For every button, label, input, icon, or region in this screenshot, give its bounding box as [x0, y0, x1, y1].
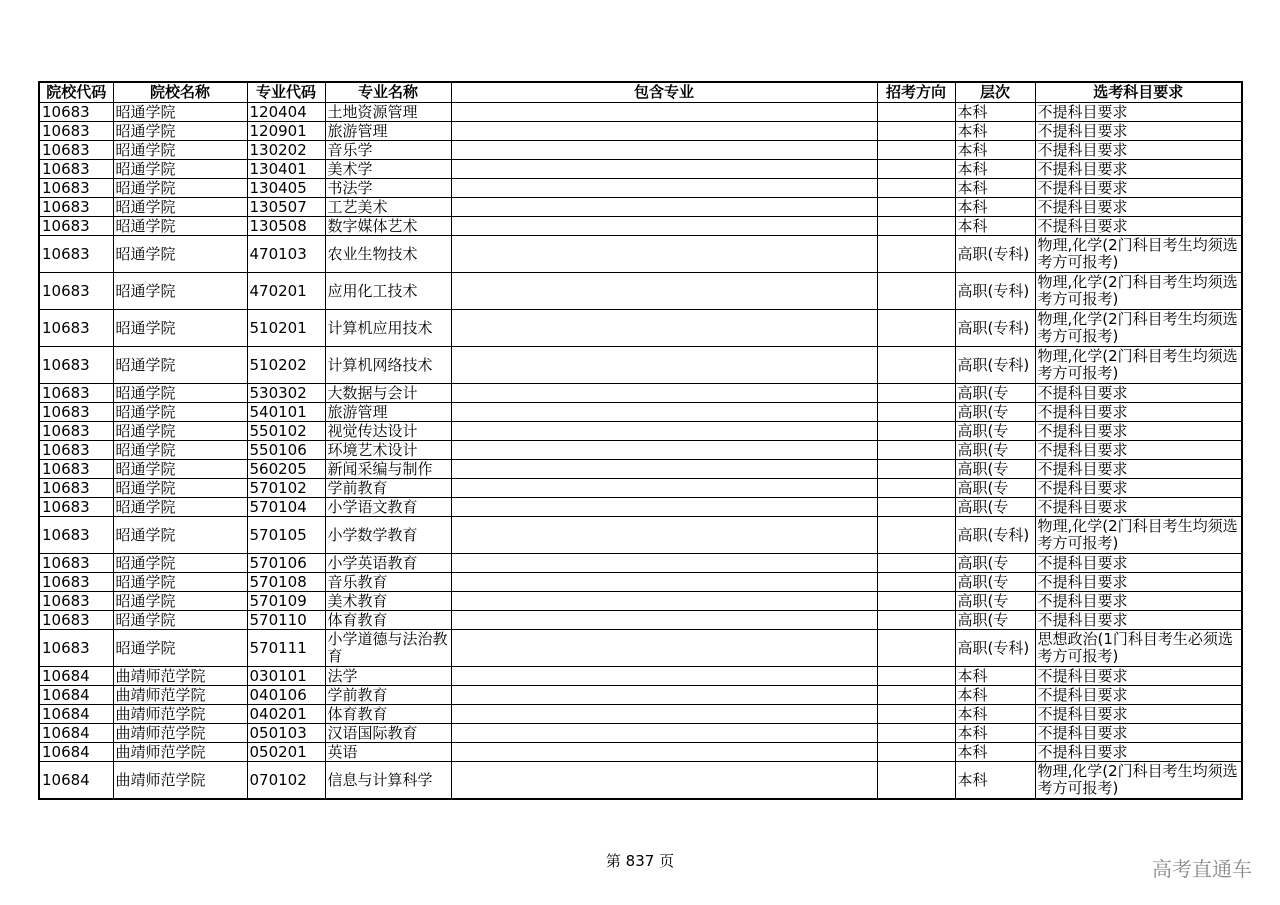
cell-major-code: 070102	[247, 762, 325, 800]
cell-direction	[877, 762, 955, 800]
cell-major-name: 计算机应用技术	[325, 310, 451, 347]
cell-subject-requirement: 不提科目要求	[1035, 554, 1242, 573]
cell-subject-requirement: 不提科目要求	[1035, 403, 1242, 422]
cell-level: 高职(专	[955, 611, 1035, 630]
table-row	[39, 441, 1242, 460]
cell-major-name: 体育教育	[325, 611, 451, 630]
cell-major-code: 570104	[247, 498, 325, 517]
cell-school-name: 昭通学院	[113, 198, 247, 217]
cell-included-majors	[451, 441, 877, 460]
cell-school-name: 昭通学院	[113, 422, 247, 441]
cell-subject-requirement: 不提科目要求	[1035, 141, 1242, 160]
cell-school-name: 昭通学院	[113, 517, 247, 554]
cell-direction	[877, 179, 955, 198]
cell-direction	[877, 384, 955, 403]
cell-subject-requirement: 不提科目要求	[1035, 422, 1242, 441]
cell-major-code: 530302	[247, 384, 325, 403]
cell-level: 本科	[955, 743, 1035, 762]
table-row	[39, 554, 1242, 573]
cell-included-majors	[451, 273, 877, 310]
cell-level: 高职(专科)	[955, 630, 1035, 667]
cell-level: 本科	[955, 141, 1035, 160]
cell-school-code: 10683	[39, 611, 113, 630]
cell-major-name: 小学语文教育	[325, 498, 451, 517]
cell-direction	[877, 479, 955, 498]
cell-direction	[877, 743, 955, 762]
cell-subject-requirement: 不提科目要求	[1035, 479, 1242, 498]
header-included-majors: 包含专业	[451, 82, 877, 103]
cell-included-majors	[451, 592, 877, 611]
cell-major-code: 550102	[247, 422, 325, 441]
cell-direction	[877, 517, 955, 554]
header-major-code: 专业代码	[247, 82, 325, 103]
cell-school-name: 昭通学院	[113, 479, 247, 498]
cell-school-name: 曲靖师范学院	[113, 667, 247, 686]
cell-direction	[877, 573, 955, 592]
header-row	[39, 82, 1242, 103]
table-row	[39, 310, 1242, 347]
cell-school-code: 10683	[39, 179, 113, 198]
cell-direction	[877, 667, 955, 686]
header-subject-requirement: 选考科目要求	[1035, 82, 1242, 103]
cell-major-code: 560205	[247, 460, 325, 479]
cell-major-name: 小学数学教育	[325, 517, 451, 554]
cell-major-name: 新闻采编与制作	[325, 460, 451, 479]
table-row	[39, 236, 1242, 273]
cell-level: 本科	[955, 103, 1035, 122]
cell-included-majors	[451, 422, 877, 441]
cell-school-code: 10684	[39, 724, 113, 743]
cell-included-majors	[451, 217, 877, 236]
cell-school-code: 10684	[39, 743, 113, 762]
cell-direction	[877, 141, 955, 160]
cell-major-code: 040106	[247, 686, 325, 705]
table-row	[39, 705, 1242, 724]
cell-major-code: 130508	[247, 217, 325, 236]
cell-level: 高职(专	[955, 460, 1035, 479]
cell-subject-requirement: 不提科目要求	[1035, 441, 1242, 460]
table-row	[39, 103, 1242, 122]
cell-direction	[877, 422, 955, 441]
cell-level: 本科	[955, 217, 1035, 236]
cell-school-code: 10683	[39, 273, 113, 310]
cell-subject-requirement: 不提科目要求	[1035, 611, 1242, 630]
cell-major-code: 470103	[247, 236, 325, 273]
cell-school-name: 昭通学院	[113, 573, 247, 592]
cell-school-code: 10683	[39, 498, 113, 517]
cell-included-majors	[451, 198, 877, 217]
header-direction: 招考方向	[877, 82, 955, 103]
cell-level: 本科	[955, 686, 1035, 705]
cell-major-name: 美术教育	[325, 592, 451, 611]
cell-level: 本科	[955, 705, 1035, 724]
watermark: 高考直通车	[1152, 857, 1252, 881]
cell-major-code: 570109	[247, 592, 325, 611]
cell-direction	[877, 630, 955, 667]
cell-school-code: 10683	[39, 403, 113, 422]
cell-level: 本科	[955, 724, 1035, 743]
table-row	[39, 479, 1242, 498]
cell-school-code: 10683	[39, 554, 113, 573]
cell-level: 高职(专	[955, 384, 1035, 403]
table-row	[39, 460, 1242, 479]
cell-school-code: 10683	[39, 160, 113, 179]
table-row	[39, 347, 1242, 384]
cell-school-code: 10683	[39, 347, 113, 384]
cell-school-name: 昭通学院	[113, 103, 247, 122]
cell-included-majors	[451, 141, 877, 160]
cell-major-code: 050103	[247, 724, 325, 743]
cell-major-name: 旅游管理	[325, 403, 451, 422]
cell-major-code: 130507	[247, 198, 325, 217]
cell-school-code: 10683	[39, 103, 113, 122]
cell-subject-requirement: 不提科目要求	[1035, 498, 1242, 517]
cell-subject-requirement: 不提科目要求	[1035, 686, 1242, 705]
cell-subject-requirement: 物理,化学(2门科目考生均须选考方可报考)	[1035, 517, 1242, 554]
cell-subject-requirement: 不提科目要求	[1035, 122, 1242, 141]
cell-included-majors	[451, 160, 877, 179]
cell-subject-requirement: 不提科目要求	[1035, 573, 1242, 592]
cell-school-name: 昭通学院	[113, 347, 247, 384]
cell-major-name: 农业生物技术	[325, 236, 451, 273]
cell-included-majors	[451, 705, 877, 724]
cell-included-majors	[451, 479, 877, 498]
table-row	[39, 667, 1242, 686]
cell-school-name: 曲靖师范学院	[113, 705, 247, 724]
cell-included-majors	[451, 347, 877, 384]
cell-major-name: 计算机网络技术	[325, 347, 451, 384]
cell-direction	[877, 705, 955, 724]
cell-school-code: 10683	[39, 141, 113, 160]
cell-school-name: 昭通学院	[113, 554, 247, 573]
cell-subject-requirement: 不提科目要求	[1035, 160, 1242, 179]
cell-level: 本科	[955, 667, 1035, 686]
cell-direction	[877, 122, 955, 141]
cell-major-code: 470201	[247, 273, 325, 310]
cell-major-code: 130401	[247, 160, 325, 179]
cell-school-name: 昭通学院	[113, 441, 247, 460]
cell-level: 高职(专	[955, 403, 1035, 422]
cell-included-majors	[451, 762, 877, 800]
cell-included-majors	[451, 573, 877, 592]
cell-level: 高职(专科)	[955, 236, 1035, 273]
cell-subject-requirement: 不提科目要求	[1035, 592, 1242, 611]
cell-direction	[877, 198, 955, 217]
cell-school-code: 10683	[39, 217, 113, 236]
cell-school-name: 昭通学院	[113, 403, 247, 422]
cell-subject-requirement: 物理,化学(2门科目考生均须选考方可报考)	[1035, 762, 1242, 800]
cell-major-code: 120901	[247, 122, 325, 141]
cell-major-name: 大数据与会计	[325, 384, 451, 403]
cell-major-code: 570110	[247, 611, 325, 630]
cell-school-code: 10683	[39, 122, 113, 141]
cell-school-code: 10683	[39, 384, 113, 403]
cell-major-name: 音乐学	[325, 141, 451, 160]
cell-school-code: 10684	[39, 705, 113, 724]
cell-school-name: 昭通学院	[113, 273, 247, 310]
cell-level: 本科	[955, 160, 1035, 179]
table-row	[39, 743, 1242, 762]
cell-school-code: 10683	[39, 441, 113, 460]
cell-included-majors	[451, 403, 877, 422]
cell-major-code: 510201	[247, 310, 325, 347]
cell-major-name: 工艺美术	[325, 198, 451, 217]
cell-school-code: 10683	[39, 479, 113, 498]
table-row	[39, 611, 1242, 630]
cell-major-code: 130202	[247, 141, 325, 160]
cell-major-name: 应用化工技术	[325, 273, 451, 310]
cell-direction	[877, 460, 955, 479]
table-row	[39, 160, 1242, 179]
cell-level: 高职(专科)	[955, 310, 1035, 347]
cell-included-majors	[451, 179, 877, 198]
cell-included-majors	[451, 667, 877, 686]
cell-school-code: 10684	[39, 762, 113, 800]
cell-level: 本科	[955, 179, 1035, 198]
cell-school-name: 昭通学院	[113, 122, 247, 141]
table-row	[39, 422, 1242, 441]
cell-included-majors	[451, 554, 877, 573]
cell-direction	[877, 611, 955, 630]
cell-major-name: 视觉传达设计	[325, 422, 451, 441]
cell-school-name: 昭通学院	[113, 592, 247, 611]
cell-school-name: 昭通学院	[113, 141, 247, 160]
cell-school-name: 昭通学院	[113, 217, 247, 236]
cell-subject-requirement: 物理,化学(2门科目考生均须选考方可报考)	[1035, 236, 1242, 273]
cell-major-name: 学前教育	[325, 686, 451, 705]
cell-major-name: 美术学	[325, 160, 451, 179]
cell-direction	[877, 217, 955, 236]
cell-subject-requirement: 不提科目要求	[1035, 724, 1242, 743]
table-row	[39, 141, 1242, 160]
cell-direction	[877, 498, 955, 517]
table-row	[39, 573, 1242, 592]
cell-level: 高职(专	[955, 498, 1035, 517]
cell-school-name: 昭通学院	[113, 310, 247, 347]
cell-major-code: 570105	[247, 517, 325, 554]
cell-major-name: 学前教育	[325, 479, 451, 498]
cell-direction	[877, 441, 955, 460]
cell-included-majors	[451, 310, 877, 347]
cell-school-code: 10683	[39, 592, 113, 611]
cell-subject-requirement: 不提科目要求	[1035, 743, 1242, 762]
cell-direction	[877, 236, 955, 273]
cell-school-code: 10683	[39, 460, 113, 479]
cell-major-name: 体育教育	[325, 705, 451, 724]
cell-included-majors	[451, 743, 877, 762]
cell-level: 高职(专科)	[955, 347, 1035, 384]
cell-subject-requirement: 不提科目要求	[1035, 103, 1242, 122]
cell-level: 本科	[955, 122, 1035, 141]
cell-major-code: 120404	[247, 103, 325, 122]
table-row	[39, 122, 1242, 141]
cell-subject-requirement: 思想政治(1门科目考生必须选考方可报考)	[1035, 630, 1242, 667]
cell-school-name: 曲靖师范学院	[113, 686, 247, 705]
cell-level: 本科	[955, 198, 1035, 217]
cell-level: 高职(专科)	[955, 273, 1035, 310]
cell-school-name: 昭通学院	[113, 384, 247, 403]
cell-major-code: 570106	[247, 554, 325, 573]
cell-level: 高职(专	[955, 441, 1035, 460]
cell-included-majors	[451, 498, 877, 517]
cell-subject-requirement: 物理,化学(2门科目考生均须选考方可报考)	[1035, 310, 1242, 347]
cell-school-name: 昭通学院	[113, 498, 247, 517]
cell-school-code: 10683	[39, 517, 113, 554]
cell-major-code: 570111	[247, 630, 325, 667]
cell-included-majors	[451, 103, 877, 122]
cell-major-name: 小学英语教育	[325, 554, 451, 573]
cell-major-name: 数字媒体艺术	[325, 217, 451, 236]
table-row	[39, 630, 1242, 667]
cell-school-name: 昭通学院	[113, 611, 247, 630]
cell-major-name: 信息与计算科学	[325, 762, 451, 800]
cell-major-code: 130405	[247, 179, 325, 198]
cell-subject-requirement: 物理,化学(2门科目考生均须选考方可报考)	[1035, 273, 1242, 310]
table-row	[39, 403, 1242, 422]
cell-major-code: 570102	[247, 479, 325, 498]
table-row	[39, 384, 1242, 403]
cell-major-name: 书法学	[325, 179, 451, 198]
cell-school-code: 10683	[39, 630, 113, 667]
table-row	[39, 273, 1242, 310]
cell-included-majors	[451, 611, 877, 630]
cell-school-name: 昭通学院	[113, 460, 247, 479]
cell-subject-requirement: 物理,化学(2门科目考生均须选考方可报考)	[1035, 347, 1242, 384]
cell-school-code: 10683	[39, 422, 113, 441]
cell-direction	[877, 686, 955, 705]
cell-level: 高职(专	[955, 479, 1035, 498]
cell-major-code: 030101	[247, 667, 325, 686]
cell-school-name: 曲靖师范学院	[113, 762, 247, 800]
table-row	[39, 217, 1242, 236]
cell-included-majors	[451, 630, 877, 667]
cell-subject-requirement: 不提科目要求	[1035, 705, 1242, 724]
cell-major-code: 550106	[247, 441, 325, 460]
cell-included-majors	[451, 236, 877, 273]
header-school-name: 院校名称	[113, 82, 247, 103]
cell-school-name: 曲靖师范学院	[113, 724, 247, 743]
cell-direction	[877, 160, 955, 179]
cell-included-majors	[451, 122, 877, 141]
admissions-table	[38, 81, 1243, 800]
cell-school-code: 10683	[39, 573, 113, 592]
header-major-name: 专业名称	[325, 82, 451, 103]
cell-school-name: 昭通学院	[113, 236, 247, 273]
table-body	[39, 103, 1242, 800]
header-school-code: 院校代码	[39, 82, 113, 103]
cell-major-code: 050201	[247, 743, 325, 762]
cell-level: 高职(专	[955, 592, 1035, 611]
table-row	[39, 179, 1242, 198]
cell-subject-requirement: 不提科目要求	[1035, 460, 1242, 479]
cell-major-name: 土地资源管理	[325, 103, 451, 122]
cell-subject-requirement: 不提科目要求	[1035, 198, 1242, 217]
table-row	[39, 686, 1242, 705]
cell-school-code: 10683	[39, 310, 113, 347]
cell-subject-requirement: 不提科目要求	[1035, 384, 1242, 403]
cell-major-code: 570108	[247, 573, 325, 592]
cell-school-code: 10683	[39, 236, 113, 273]
cell-major-name: 音乐教育	[325, 573, 451, 592]
cell-school-name: 曲靖师范学院	[113, 743, 247, 762]
cell-included-majors	[451, 686, 877, 705]
cell-subject-requirement: 不提科目要求	[1035, 217, 1242, 236]
cell-major-name: 环境艺术设计	[325, 441, 451, 460]
cell-school-code: 10683	[39, 198, 113, 217]
header-level: 层次	[955, 82, 1035, 103]
cell-direction	[877, 347, 955, 384]
cell-level: 高职(专科)	[955, 517, 1035, 554]
cell-school-name: 昭通学院	[113, 160, 247, 179]
table-row	[39, 198, 1242, 217]
cell-major-name: 旅游管理	[325, 122, 451, 141]
cell-major-code: 040201	[247, 705, 325, 724]
cell-direction	[877, 273, 955, 310]
cell-subject-requirement: 不提科目要求	[1035, 667, 1242, 686]
cell-level: 高职(专	[955, 573, 1035, 592]
cell-major-name: 英语	[325, 743, 451, 762]
cell-school-name: 昭通学院	[113, 630, 247, 667]
table-row	[39, 498, 1242, 517]
cell-school-code: 10684	[39, 667, 113, 686]
table-row	[39, 517, 1242, 554]
page-number: 第 837 页	[605, 852, 675, 870]
cell-included-majors	[451, 724, 877, 743]
cell-included-majors	[451, 460, 877, 479]
cell-direction	[877, 724, 955, 743]
cell-level: 高职(专	[955, 554, 1035, 573]
table-row	[39, 724, 1242, 743]
cell-direction	[877, 592, 955, 611]
table-row	[39, 592, 1242, 611]
cell-major-name: 法学	[325, 667, 451, 686]
cell-level: 本科	[955, 762, 1035, 800]
cell-school-name: 昭通学院	[113, 179, 247, 198]
cell-school-code: 10684	[39, 686, 113, 705]
cell-direction	[877, 554, 955, 573]
cell-major-name: 汉语国际教育	[325, 724, 451, 743]
cell-direction	[877, 403, 955, 422]
cell-major-code: 540101	[247, 403, 325, 422]
table-row	[39, 762, 1242, 800]
cell-included-majors	[451, 384, 877, 403]
cell-level: 高职(专	[955, 422, 1035, 441]
cell-subject-requirement: 不提科目要求	[1035, 179, 1242, 198]
cell-major-name: 小学道德与法治教育	[325, 630, 451, 667]
cell-major-code: 510202	[247, 347, 325, 384]
cell-direction	[877, 103, 955, 122]
cell-included-majors	[451, 517, 877, 554]
cell-direction	[877, 310, 955, 347]
